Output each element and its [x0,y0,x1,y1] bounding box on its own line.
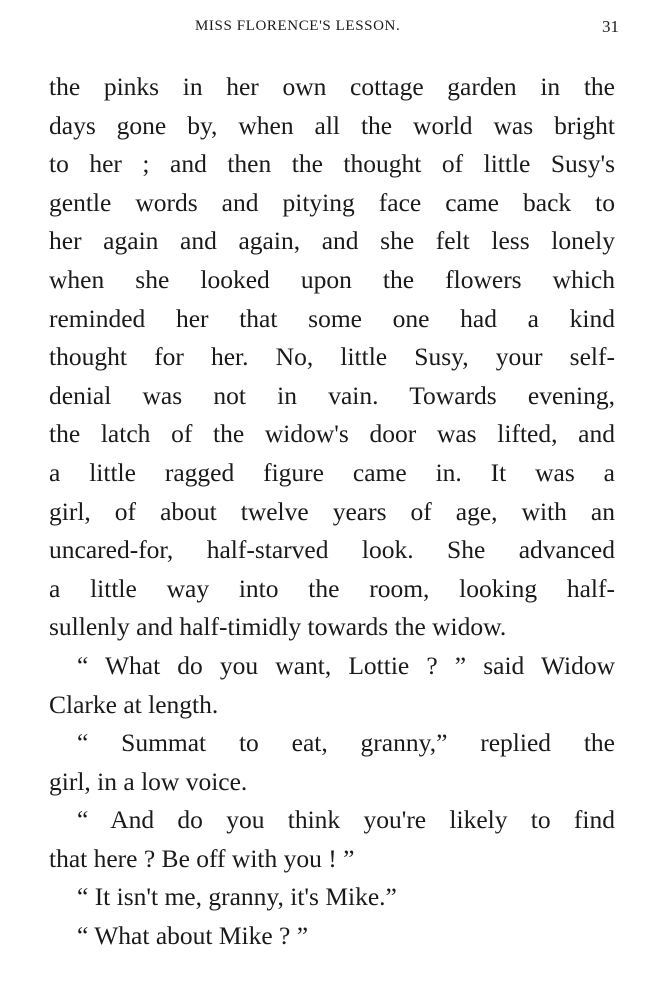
text-line: denial was not in vain. Towards evening, [49,380,615,410]
text-line: Clarke at length. [49,689,219,719]
page-body-text [49,68,615,956]
text-line: “ What do you want, Lottie ? ” said Widow [77,650,615,680]
text-line: “ What about Mike ? ” [77,921,309,951]
text-line: days gone by, when all the world was bright [49,110,615,140]
text-line: thought for her. No, little Susy, your self- [49,342,615,372]
text-line: a little ragged figure came in. It was a [49,457,615,487]
text-line: “ Summat to eat, granny,” replied the [77,728,615,758]
text-line: girl, of about twelve years of age, with an [49,496,615,526]
text-line: her again and again, and she felt less lonely [49,226,615,256]
text-line: uncared-for, half-starved look. She advanced [49,535,615,565]
page-number: 31 [602,17,619,36]
text-line: to her ; and then the thought of little Susy's [49,149,615,179]
text-line: the latch of the widow's door was lifted, and [49,419,615,449]
text-line: the pinks in her own cottage garden in the [49,72,615,101]
text-line: a little way into the room, looking half- [49,573,615,603]
text-line: gentle words and pitying face came back to [49,187,615,217]
text-line: when she looked upon the flowers which [49,264,615,294]
text-line: reminded her that some one had a kind [49,303,615,333]
text-line: that here ? Be off with you ! ” [49,843,355,873]
running-title: MISS FLORENCE'S LESSON. [195,18,401,34]
text-line: girl, in a low voice. [49,766,248,796]
text-line: “ It isn't me, granny, it's Mike.” [77,882,397,912]
text-line: sullenly and half-timidly towards the widow. [49,612,507,642]
text-line: “ And do you think you're likely to find [77,805,615,835]
